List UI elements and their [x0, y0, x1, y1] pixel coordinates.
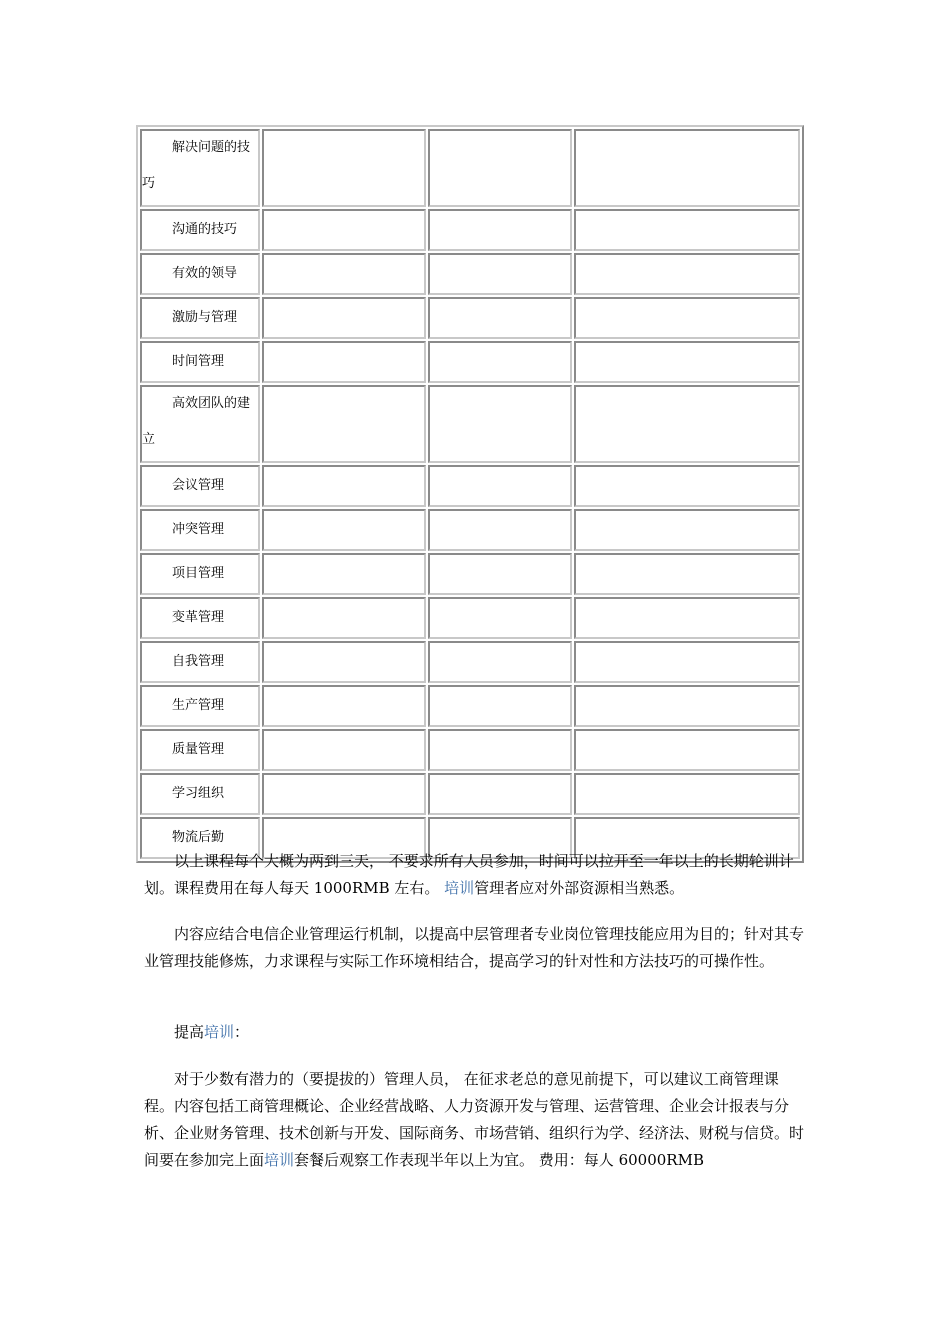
- course-name-cell: [140, 685, 260, 727]
- table-row: [140, 297, 800, 339]
- paragraph-course-schedule: [144, 848, 808, 902]
- table-cell: [262, 509, 426, 551]
- course-name-cell: [140, 597, 260, 639]
- table-cell: [262, 641, 426, 683]
- table-cell: [428, 773, 572, 815]
- course-name-cell: [140, 341, 260, 383]
- table-cell: [262, 129, 426, 207]
- course-name: 质量管理: [172, 742, 225, 757]
- heading-text: ：: [234, 1023, 250, 1041]
- course-name-cell: [140, 297, 260, 339]
- table-cell: [428, 509, 572, 551]
- table-cell: [262, 773, 426, 815]
- table-cell: [428, 129, 572, 207]
- table-cell: [262, 253, 426, 295]
- course-name: 变革管理: [172, 610, 225, 625]
- paragraph-text: 管理者应对外部资源相当熟悉。: [474, 879, 685, 897]
- course-name-cell: [140, 553, 260, 595]
- course-name: 沟通的技巧: [172, 222, 238, 237]
- table-cell: [574, 129, 800, 207]
- table-row: [140, 641, 800, 683]
- table-cell: [262, 553, 426, 595]
- heading-text: 提高: [174, 1023, 205, 1041]
- course-table-body: [140, 129, 800, 859]
- section-heading: [144, 1019, 808, 1046]
- table-row: [140, 729, 800, 771]
- course-name: 学习组织: [172, 786, 225, 801]
- course-name-cell: [140, 729, 260, 771]
- table-cell: [574, 729, 800, 771]
- table-row: [140, 773, 800, 815]
- training-link[interactable]: 培训: [204, 1023, 235, 1041]
- table-cell: [428, 253, 572, 295]
- table-cell: [428, 597, 572, 639]
- table-cell: [574, 553, 800, 595]
- table-cell: [574, 509, 800, 551]
- table-cell: [262, 341, 426, 383]
- course-name: 有效的领导: [172, 266, 238, 281]
- table-cell: [428, 685, 572, 727]
- table-row: [140, 685, 800, 727]
- course-table: [136, 125, 804, 863]
- course-name-cell: [140, 209, 260, 251]
- course-name-cell: [140, 465, 260, 507]
- course-name-cell: [140, 641, 260, 683]
- course-name: 会议管理: [172, 478, 225, 493]
- paragraph-advanced-training: [144, 1066, 808, 1174]
- course-name-cell: [140, 773, 260, 815]
- course-name: 生产管理: [172, 698, 225, 713]
- table-row: [140, 465, 800, 507]
- table-cell: [574, 253, 800, 295]
- course-name-cell: [140, 253, 260, 295]
- table-cell: [574, 641, 800, 683]
- table-cell: [262, 209, 426, 251]
- table-cell: [574, 341, 800, 383]
- course-name: 解决问题的技巧: [142, 140, 251, 191]
- course-name: 自我管理: [172, 654, 225, 669]
- table-row: [140, 553, 800, 595]
- course-name: 项目管理: [172, 566, 225, 581]
- table-cell: [574, 773, 800, 815]
- table-cell: [262, 385, 426, 463]
- paragraph-text: 套餐后观察工作表现半年以上为宜。 费用：每人 60000RMB: [294, 1151, 704, 1169]
- table-cell: [262, 597, 426, 639]
- course-name: 物流后勤: [172, 830, 225, 845]
- course-name-cell: [140, 509, 260, 551]
- table-row: [140, 129, 800, 207]
- table-row: [140, 209, 800, 251]
- table-row: [140, 341, 800, 383]
- table-cell: [428, 465, 572, 507]
- table-cell: [574, 209, 800, 251]
- course-name-cell: [140, 129, 260, 207]
- table-cell: [428, 385, 572, 463]
- table-cell: [574, 385, 800, 463]
- table-cell: [428, 341, 572, 383]
- paragraph-content-goal: 内容应结合电信企业管理运行机制，以提高中层管理者专业岗位管理技能应用为目的；针对其专业管理技能修炼，力求课程与实际工作环境相结合，提高学习的针对性和方法技巧的可操作性。: [144, 925, 805, 970]
- table-cell: [428, 641, 572, 683]
- table-cell: [574, 297, 800, 339]
- table-cell: [428, 729, 572, 771]
- course-name: 激励与管理: [172, 310, 238, 325]
- training-link[interactable]: 培训: [264, 1151, 295, 1169]
- course-name: 冲突管理: [172, 522, 225, 537]
- table-row: [140, 597, 800, 639]
- table-cell: [574, 465, 800, 507]
- training-link[interactable]: 培训: [444, 879, 475, 897]
- course-name: 高效团队的建立: [142, 396, 251, 447]
- table-cell: [574, 597, 800, 639]
- table-cell: [262, 465, 426, 507]
- table-cell: [574, 685, 800, 727]
- paragraph-text: 对于少数有潜力的（要提拔的）管理人员， 在征求老总的意见前提下，可以建议工商管理课程。内容包括工商管理概论、企业经营战略、人力资源开发与管理、运营管理、企业会计报表与分析、企业财务管理、技术创新与开发、国际商务、市场营销、组织行为学、经济法、财税与信贷。时间要在参加完上面: [144, 1070, 805, 1169]
- course-name: 时间管理: [172, 354, 225, 369]
- table-row: [140, 253, 800, 295]
- paragraph-text: 以上课程每个大概为两到三天， 不要求所有人员参加，时间可以拉开至一年以上的长期轮训计划。课程费用在每人每天 1000RMB 左右。: [144, 852, 794, 897]
- table-row: [140, 509, 800, 551]
- course-name-cell: [140, 385, 260, 463]
- table-cell: [262, 729, 426, 771]
- table-cell: [428, 209, 572, 251]
- table-cell: [428, 553, 572, 595]
- table-row: [140, 385, 800, 463]
- table-cell: [262, 297, 426, 339]
- table-cell: [428, 297, 572, 339]
- table-cell: [262, 685, 426, 727]
